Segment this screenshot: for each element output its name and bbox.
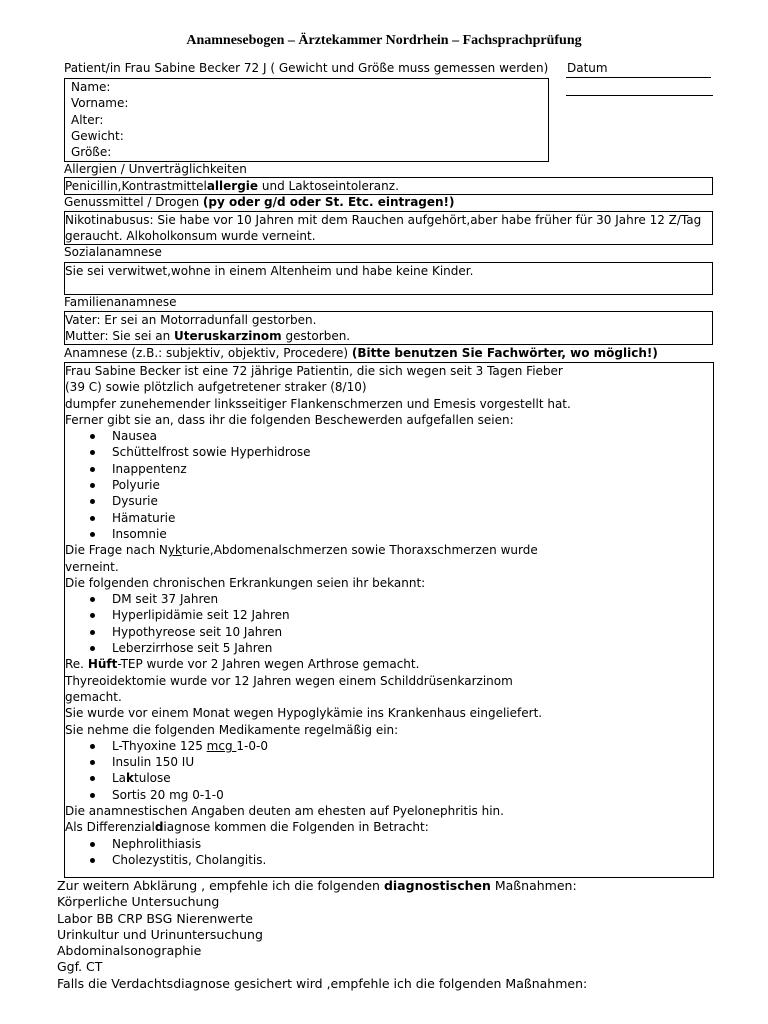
list-item: Hypothyreose seit 10 Jahren [65, 624, 571, 640]
list-item: Hämaturie [65, 510, 571, 526]
genussmittel-line-1: Nikotinabusus: Sie habe vor 10 Jahren mit dem Rauchen aufgehört,aber habe früher für 30 Jahre 12 Z/Tag [65, 213, 702, 227]
groesse-field[interactable]: Größe: [71, 145, 112, 160]
anamnese-label: Anamnese (z.B.: subjektiv, objektiv, Procedere) (Bitte benutzen Sie Fachwörter, wo möglich!) [64, 346, 658, 360]
genussmittel-line-2: geraucht. Alkoholkonsum wurde verneint. [65, 229, 316, 244]
diagnostik-item: Abdominalsonographie [57, 943, 202, 959]
familie-mutter: Mutter: Sie sei an Uteruskarzinom gestorben. [65, 329, 351, 344]
allergien-label: Allergien / Unverträglichkeiten [64, 162, 247, 176]
anamnese-intro-4: Ferner gibt sie an, dass ihr die folgenden Beschewerden aufgefallen seien: [65, 412, 514, 427]
thyreo-line-2: gemacht. [65, 689, 122, 704]
list-item: Polyurie [65, 477, 571, 493]
list-item: Sortis 20 mg 0-1-0 [65, 787, 571, 803]
datum-line-2 [566, 95, 713, 96]
differential-intro: Als Differenzialdiagnose kommen die Folgenden in Betracht: [65, 820, 429, 835]
therapie-intro: Falls die Verdachtsdiagnose gesichert wird ,empfehle ich die folgenden Maßnahmen: [57, 975, 588, 991]
anamnese-box [64, 362, 714, 878]
list-item: Hyperlipidämie seit 12 Jahren [65, 607, 571, 623]
symptom-list [65, 428, 571, 542]
chronic-intro: Die folgenden chronischen Erkrankungen seien ihr bekannt: [65, 575, 426, 590]
familie-label: Familienanamnese [64, 295, 177, 309]
diagnostik-section [57, 878, 587, 992]
diagnostik-item: Körperliche Untersuchung [57, 894, 220, 910]
genussmittel-label: Genussmittel / Drogen (py oder g/d oder St. Etc. eintragen!) [64, 195, 455, 209]
diagnostik-item: Ggf. CT [57, 959, 103, 975]
sozial-text: Sie sei verwitwet,wohne in einem Altenheim und habe keine Kinder. [65, 264, 474, 278]
alter-field[interactable]: Alter: [71, 112, 104, 127]
list-item: Cholezystitis, Cholangitis. [65, 852, 571, 868]
gewicht-field[interactable]: Gewicht: [71, 128, 124, 143]
sozial-label: Sozialanamnese [64, 245, 162, 259]
thyreo-line-1: Thyreoidektomie wurde vor 12 Jahren wegen einem Schilddrüsenkarzinom [65, 673, 513, 688]
familie-vater: Vater: Er sei an Motorradunfall gestorben. [65, 313, 317, 327]
medication-list [65, 738, 571, 803]
differential-list [65, 836, 571, 869]
diagnostik-intro: Zur weitern Abklärung , empfehle ich die folgenden diagnostischen Maßnahmen: [57, 878, 577, 893]
list-item: DM seit 37 Jahren [65, 591, 571, 607]
list-item: Nephrolithiasis [65, 836, 571, 852]
list-item: Nausea [65, 428, 571, 444]
medication-intro: Sie nehme die folgenden Medikamente regelmäßig ein: [65, 722, 399, 737]
list-item: L-Thyoxine 125 mcg 1-0-0 [65, 738, 571, 754]
allergien-box [64, 177, 713, 195]
list-item: Insomnie [65, 526, 571, 542]
list-item: Dysurie [65, 493, 571, 509]
patient-header: Patient/in Frau Sabine Becker 72 J ( Gewicht und Größe muss gemessen werden) [64, 61, 549, 75]
anamnese-intro-1: Frau Sabine Becker ist eine 72 jährige Patientin, die sich wegen seit 3 Tagen Fieber [65, 364, 563, 378]
conclusion-line: Die anamnestischen Angaben deuten am ehesten auf Pyelonephritis hin. [65, 804, 504, 819]
nykturie-line: Die Frage nach Nykturie,Abdomenalschmerzen sowie Thoraxschmerzen wurde [65, 543, 538, 558]
datum-label: Datum [567, 61, 608, 75]
list-item: Insulin 150 IU [65, 754, 571, 770]
list-item: Schüttelfrost sowie Hyperhidrose [65, 444, 571, 460]
vorname-field[interactable]: Vorname: [71, 96, 129, 111]
list-item: Laktulose [65, 770, 571, 786]
diagnostik-item: Labor BB CRP BSG Nierenwerte [57, 910, 253, 926]
list-item: Inappentenz [65, 461, 571, 477]
hypoglykaemie-line: Sie wurde vor einem Monat wegen Hypoglykämie ins Krankenhaus eingeliefert. [65, 706, 543, 721]
allergien-text: Penicillin,Kontrastmittelallergie und Laktoseintoleranz. [65, 179, 399, 193]
document-title: Anamnesebogen – Ärztekammer Nordrhein – Fachsprachprüfung [186, 33, 582, 48]
diagnostik-item: Urinkultur und Urinuntersuchung [57, 926, 263, 942]
anamnese-intro-3: dumpfer zunehemender linksseitiger Flankenschmerzen und Emesis vorgestellt hat. [65, 396, 571, 411]
chronic-list [65, 591, 571, 656]
sozial-box [64, 262, 713, 295]
datum-line-1 [566, 77, 711, 78]
list-item: Leberzirrhose seit 5 Jahren [65, 640, 571, 656]
anamnese-intro-2: (39 C) sowie plötzlich aufgetretener straker (8/10) [65, 380, 367, 395]
huft-tep-line: Re. Hüft-TEP wurde vor 2 Jahren wegen Arthrose gemacht. [65, 657, 420, 672]
genussmittel-box [64, 211, 713, 245]
nykturie-line-2: verneint. [65, 559, 119, 574]
familie-box [64, 311, 713, 345]
personal-data-box [64, 78, 549, 162]
name-field[interactable]: Name: [71, 80, 111, 94]
